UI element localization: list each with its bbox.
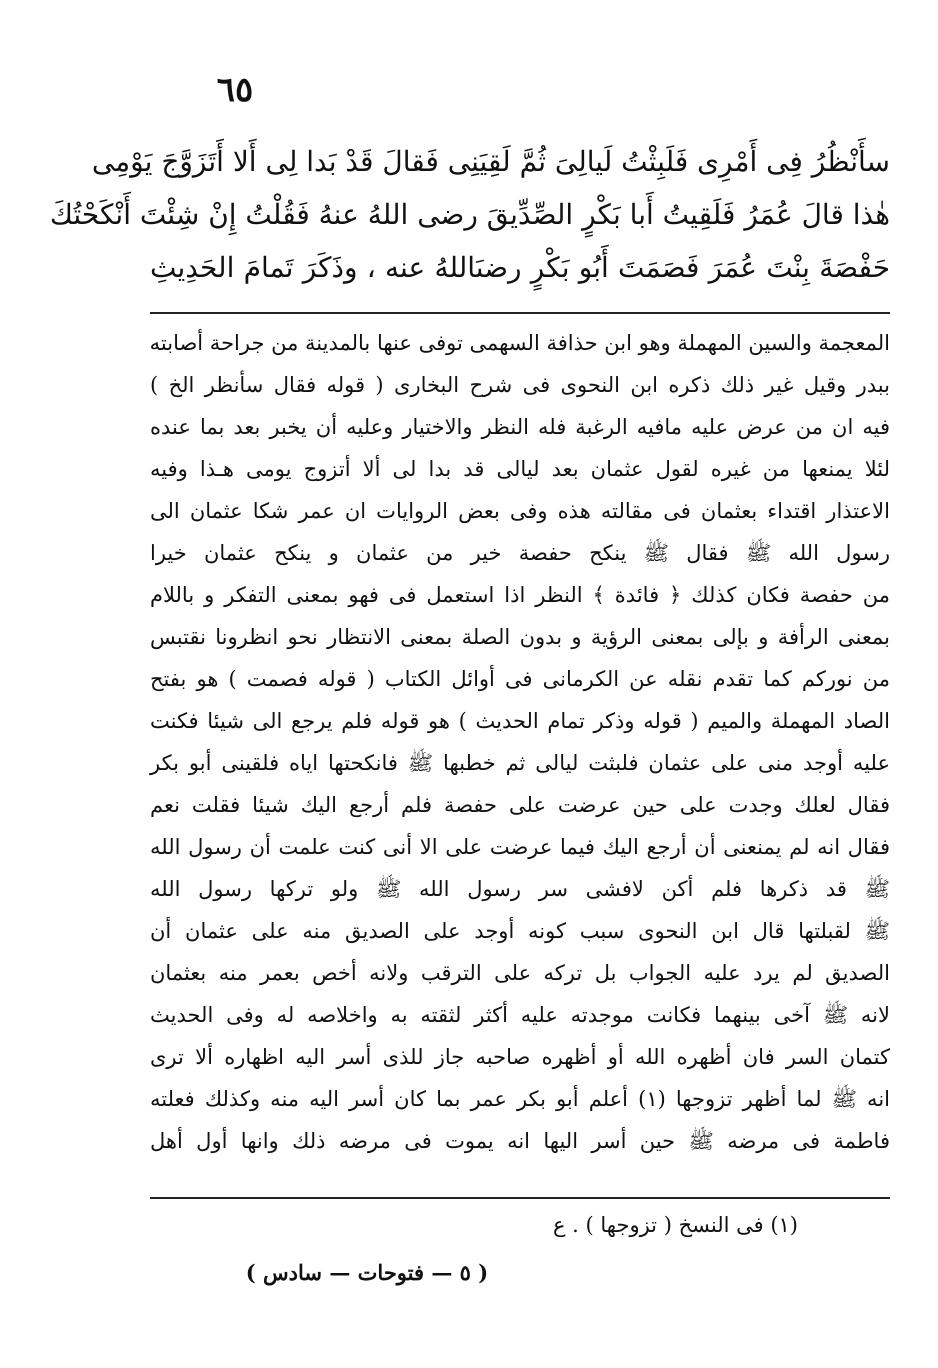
commentary-line: من نوركم كما تقدم نقله عن الكرمانى فى أوائل الكتاب ( قوله فصمت ) هو بفتح: [150, 667, 890, 691]
hadith-text: [49, 135, 890, 294]
hadith-line: حَفْصَةَ بِنْتَ عُمَرَ فَصَمَتَ أَبُو بَكْرٍ رضىَاللهُ عنه ، وذَكَرَ تَمامَ الحَدِيثِ: [150, 251, 890, 284]
commentary-line: فيه ان من عرض عليه مافيه الرغبة فله النظر والاختيار وعليه أن يخبر بعد بما عنده: [150, 415, 890, 439]
commentary-line: الاعتذار اقتداء بعثمان فى مقالته هذه وفى بعض الروايات ان عمر شكا عثمان الى: [150, 499, 890, 523]
commentary-text: [150, 322, 890, 1162]
commentary-line: كتمان السر فان أظهره الله أو أظهره صاحبه جاز للذى أسر اليه اظهاره ألا ترى: [150, 1045, 890, 1069]
hadith-line: هٰذا قالَ عُمَرُ فَلَقِيتُ أَبا بَكْرٍ الصِّدِّيقَ رضى اللهُ عنهُ فَقُلْتُ إِنْ شِئْتَ أَنْكَحْتُكَ: [49, 198, 890, 231]
commentary-line: ببدر وقيل غير ذلك ذكره ابن النحوى فى شرح البخارى ( قوله فقال سأنظر الخ ): [150, 373, 890, 397]
commentary-line: لئلا يمنعها من غيره لقول عثمان بعد ليالى قد بدا لى ألا أتزوج يومى هـذا وفيه: [150, 457, 890, 481]
commentary-line: فقال لعلك وجدت على حين عرضت على حفصة فلم أرجع اليك شيئا فقلت نعم: [150, 793, 890, 817]
commentary-line: ﷺ لقبلتها قال ابن النحوى سبب كونه أوجد على الصديق منه على عثمان أن: [150, 919, 890, 943]
hadith-line: سأَنْظُرُ فِى أَمْرِى فَلَبِثْتُ لَيالِىَ ثُمَّ لَقِيَنِى فَقالَ قَدْ بَدا لِى أَلا أَتَزَوَّجَ يَوْمِى: [91, 145, 890, 178]
commentary-line: فاطمة فى مرضه ﷺ حين أسر اليها انه يموت فى مرضه ذلك وانها أول أهل: [150, 1129, 890, 1153]
commentary-line: بمعنى الرأفة و بإلى بمعنى الرؤية و بدون الصلة بمعنى الانتظار نحو انظرونا نقتبس: [150, 625, 890, 649]
printer-signature: ( ٥ — فتوحات — سادس ): [245, 1260, 489, 1285]
top-divider: [150, 312, 890, 314]
commentary-line: رسول الله ﷺ فقال ﷺ ينكح حفصة خير من عثمان و ينكح عثمان خيرا: [150, 541, 890, 565]
commentary-line: انه ﷺ لما أظهر تزوجها (١) أعلم أبو بكر عمر بما كان أسر اليه منه وكذلك فعلته: [150, 1087, 890, 1111]
commentary-line: من حفصة فكان كذلك ﴿ فائدة ﴾ النظر اذا استعمل فى فهو بمعنى التفكر و باللام: [150, 583, 891, 607]
commentary-line: عليه أوجد منى على عثمان فلبثت ليالى ثم خطبها ﷺ فانكحتها اياه فلقينى أبو بكر: [150, 751, 890, 775]
commentary-line: الصاد المهملة والميم ( قوله وذكر تمام الحديث ) هو قوله فلم يرجع الى شيئا فكنت: [150, 709, 890, 733]
footnote: (١) فى النسخ ( تزوجها ) . ع: [552, 1213, 798, 1237]
bottom-divider: [150, 1197, 890, 1199]
page-number: ٦٥: [216, 70, 254, 110]
commentary-line: الصديق لم يرد عليه الجواب بل تركه على الترقب ولانه أخص بعمر منه بعثمان: [150, 961, 890, 985]
commentary-line: ﷺ قد ذكرها فلم أكن لافشى سر رسول الله ﷺ ولو تركها رسول الله: [150, 877, 890, 901]
commentary-line: لانه ﷺ آخى بينهما فكانت موجدته عليه أكثر لثقته به واخلاصه له وفى الحديث: [150, 1003, 890, 1027]
commentary-line: المعجمة والسين المهملة وهو ابن حذافة السهمى توفى عنها بالمدينة من جراحة أصابته: [149, 331, 890, 355]
commentary-line: فقال انه لم يمنعنى أن أرجع اليك فيما عرضت على الا أنى كنت علمت أن رسول الله: [150, 835, 890, 859]
